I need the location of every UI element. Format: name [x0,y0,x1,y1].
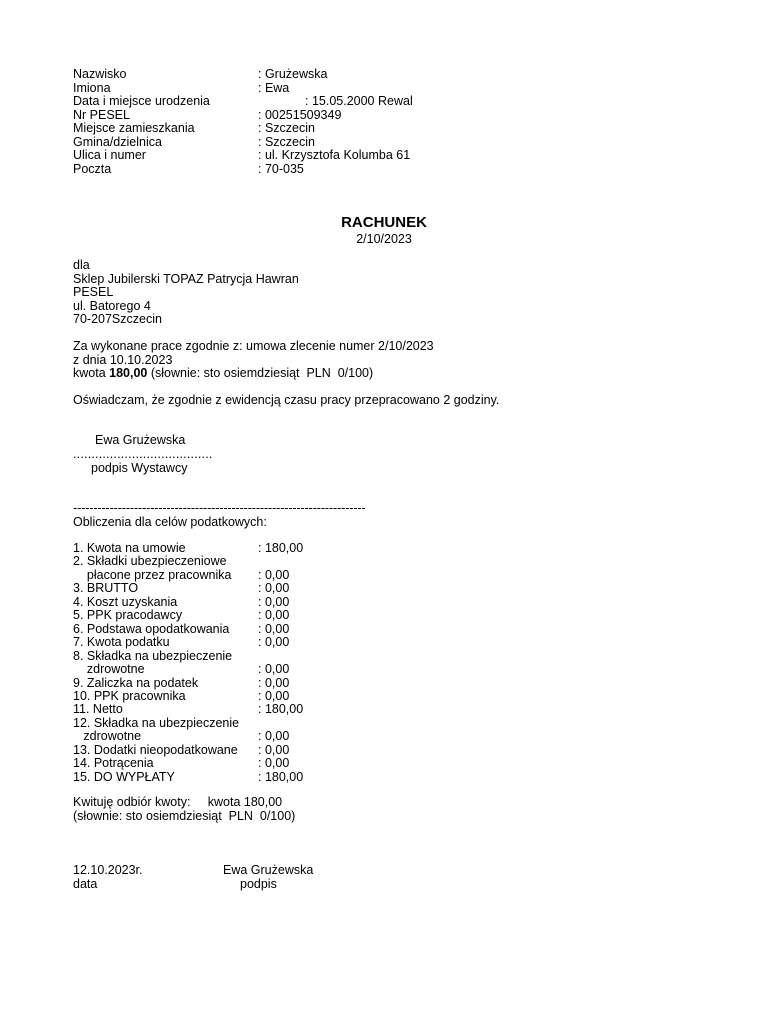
tax-item-label: 10. PPK pracownika [73,688,186,703]
signature-line: ...................................... [73,447,213,461]
receipt-words: (słownie: sto osiemdziesiąt PLN 0/100) [73,808,296,823]
work-date-line: z dnia 10.10.2023 [73,352,173,367]
personal-label: Data i miejsce urodzenia [73,94,210,108]
amount-value: 180,00 [109,366,148,380]
tax-item-value: : 0,00 [258,621,290,636]
separator-line: ------------------------------------------------------------------------ [73,501,366,515]
personal-value: : 00251509349 [258,107,342,122]
personal-label: Nr PESEL [73,107,130,122]
tax-item-value: : 0,00 [258,729,290,744]
signature-caption: podpis Wystawcy [91,460,188,475]
amount-prefix: kwota [73,366,110,380]
tax-item-label: płacone przez pracownika [73,567,232,582]
tax-item-value: : 0,00 [258,688,290,703]
footer-signer: Ewa Grużewska [223,863,314,877]
tax-item-value: : 0,00 [258,594,290,609]
personal-label: Poczta [73,161,112,176]
footer-signer-caption: podpis [240,876,277,891]
tax-item-label: 8. Składka na ubezpieczenie [73,648,233,663]
recipient-for-label: dla [73,258,90,272]
tax-item-label: 14. Potrącenia [73,756,154,771]
issuer-name: Ewa Grużewska [95,433,186,447]
tax-item-label: zdrowotne [73,662,145,677]
tax-item-value: : 0,00 [258,581,290,596]
personal-value: : Grużewska [258,67,328,81]
personal-label: Gmina/dzielnica [73,134,162,149]
tax-heading: Obliczenia dla celów podatkowych: [73,514,267,529]
tax-item-value: : 180,00 [258,769,304,784]
tax-item-label: 12. Składka na ubezpieczenie [73,715,240,730]
personal-value: : Ewa [258,80,290,95]
personal-label: Imiona [73,80,111,95]
personal-value: : 70-035 [258,161,304,176]
tax-item-value: : 0,00 [258,756,290,771]
personal-label: Miejsce zamieszkania [73,121,195,135]
personal-label: Ulica i numer [73,148,146,162]
work-contract-line: Za wykonane prace zgodnie z: umowa zlecenie numer 2/10/2023 [73,339,434,353]
document-number: 2/10/2023 [356,232,412,246]
tax-item-value: : 180,00 [258,541,304,555]
personal-value: : Szczecin [258,121,315,135]
tax-item-value: : 0,00 [258,742,290,757]
footer-date: 12.10.2023r. [73,863,143,877]
tax-item-label: zdrowotne [73,729,142,744]
tax-item-label: 3. BRUTTO [73,581,139,596]
tax-item-label: 2. Składki ubezpieczeniowe [73,554,227,569]
personal-value: : Szczecin [258,134,315,149]
footer-date-caption: data [73,876,98,891]
tax-item-value: : 0,00 [258,662,290,677]
tax-item-value: : 180,00 [258,702,304,717]
recipient-name: Sklep Jubilerski TOPAZ Patrycja Hawran [73,271,299,286]
recipient-street: ul. Batorego 4 [73,298,151,313]
statement: Oświadczam, że zgodnie z ewidencją czasu pracy przepracowano 2 godziny. [73,393,500,407]
tax-item-label: 1. Kwota na umowie [73,541,186,555]
document-title: RACHUNEK [341,214,427,231]
personal-value: : ul. Krzysztofa Kolumba 61 [258,148,411,162]
personal-label: Nazwisko [73,67,127,81]
recipient-city: 70-207Szczecin [73,312,162,326]
tax-item-label: 4. Koszt uzyskania [73,594,178,609]
tax-item-label: 11. Netto [73,702,123,717]
tax-item-value: : 0,00 [258,675,290,690]
personal-value: : 15.05.2000 Rewal [305,94,413,108]
tax-item-label: 13. Dodatki nieopodatkowane [73,742,238,757]
receipt-line: Kwituję odbiór kwoty: kwota 180,00 [73,795,283,809]
amount-words: (słownie: sto osiemdziesiąt PLN 0/100) [147,366,374,380]
work-amount-line [73,367,373,381]
tax-item-label: 6. Podstawa opodatkowania [73,621,230,636]
tax-item-label: 7. Kwota podatku [73,635,170,650]
tax-item-label: 5. PPK pracodawcy [73,608,183,623]
tax-item-value: : 0,00 [258,567,290,582]
tax-item-value: : 0,00 [258,608,290,623]
tax-item-value: : 0,00 [258,635,290,650]
recipient-pesel-label: PESEL [73,285,114,299]
tax-item-label: 15. DO WYPŁATY [73,769,175,784]
tax-item-label: 9. Zaliczka na podatek [73,675,199,690]
